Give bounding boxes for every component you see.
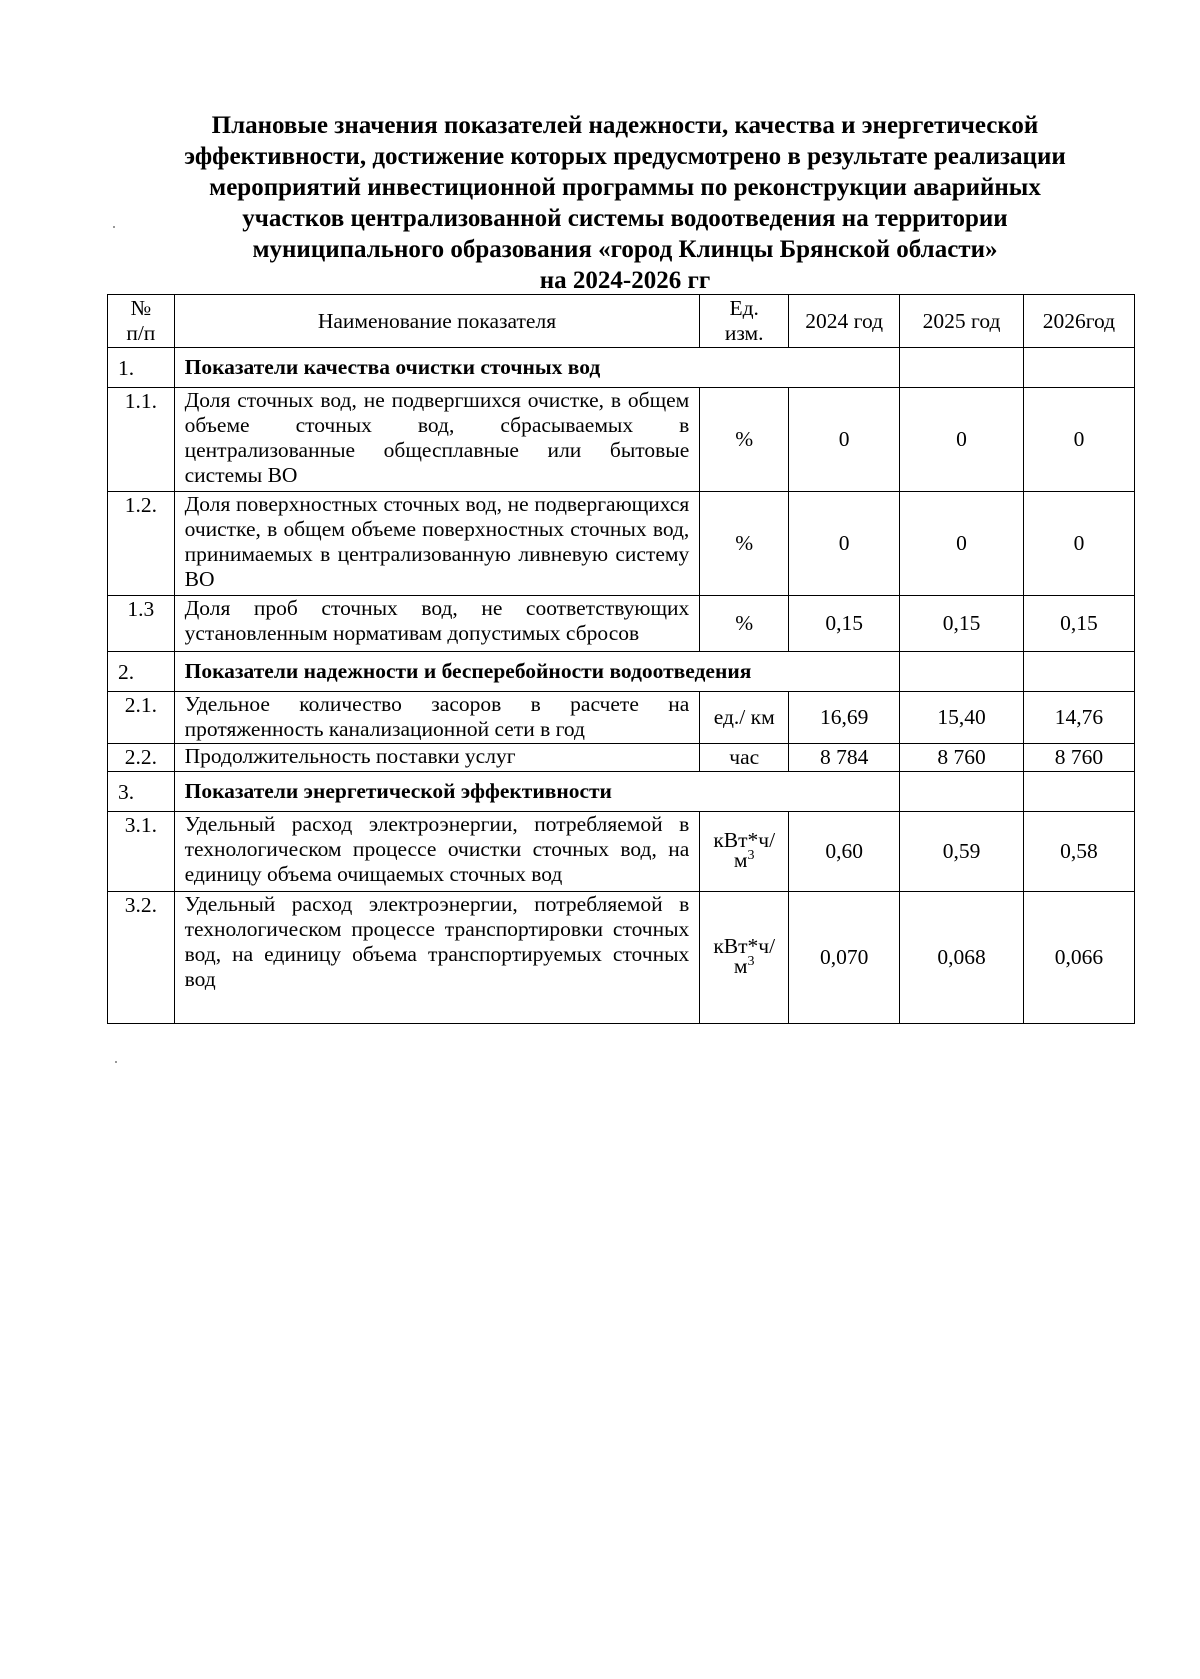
row-number: 1.3 [108, 596, 175, 652]
value-2026: 0 [1023, 388, 1134, 492]
section-title: Показатели качества очистки сточных вод [174, 348, 900, 388]
empty-cell [900, 772, 1024, 812]
table-row [108, 388, 1135, 492]
header-number-abbr: п/п [126, 321, 156, 345]
value-2026: 0,15 [1023, 596, 1134, 652]
indicator-name: Удельный расход электроэнергии, потребляемой в технологическом процессе транспортировки сточных вод, на единицу объема транспортируемых сточных вод [174, 892, 700, 1024]
unit-cell: % [700, 388, 789, 492]
header-unit-line2: изм. [724, 321, 764, 345]
title-line: Плановые значения показателей надежности, качества и энергетической [211, 112, 1039, 139]
value-2026: 8 760 [1023, 744, 1134, 772]
document-title [110, 110, 1140, 296]
section-row [108, 772, 1135, 812]
value-2024: 8 784 [789, 744, 900, 772]
value-2024: 0 [789, 388, 900, 492]
value-2026: 14,76 [1023, 692, 1134, 744]
empty-cell [1023, 772, 1134, 812]
indicators-table [107, 294, 1135, 1024]
value-2024: 0,60 [789, 812, 900, 892]
empty-cell [900, 652, 1024, 692]
unit-exponent: 3 [747, 847, 755, 863]
title-line: участков централизованной системы водоотведения на территории [242, 205, 1008, 232]
value-2025: 0,068 [900, 892, 1024, 1024]
value-2025: 0,15 [900, 596, 1024, 652]
indicator-name: Доля проб сточных вод, не соответствующих установленным нормативам допустимых сбросов [174, 596, 700, 652]
value-2024: 0,070 [789, 892, 900, 1024]
title-line: муниципального образования «город Клинцы Брянской области» [252, 236, 998, 263]
value-2025: 0,59 [900, 812, 1024, 892]
section-row [108, 348, 1135, 388]
section-title: Показатели энергетической эффективности [174, 772, 900, 812]
header-unit-line1: Ед. [729, 296, 759, 320]
unit-cell [700, 892, 789, 1024]
value-2026: 0,066 [1023, 892, 1134, 1024]
section-number: 3. [108, 772, 175, 812]
unit-cell: ед./ км [700, 692, 789, 744]
value-2025: 8 760 [900, 744, 1024, 772]
table-row [108, 744, 1135, 772]
table-row [108, 892, 1135, 1024]
scan-speck [115, 1061, 117, 1063]
unit-numerator: кВт*ч/ [713, 828, 776, 852]
unit-cell: % [700, 492, 789, 596]
indicator-name: Продолжительность поставки услуг [174, 744, 700, 772]
row-number: 3.1. [108, 812, 175, 892]
row-number: 3.2. [108, 892, 175, 1024]
unit-cell: час [700, 744, 789, 772]
indicator-name: Удельный расход электроэнергии, потребляемой в технологическом процессе очистки сточных вод, на единицу объема очищаемых сточных вод [174, 812, 700, 892]
section-row [108, 652, 1135, 692]
indicator-name: Удельное количество засоров в расчете на протяженность канализационной сети в год [174, 692, 700, 744]
indicator-name: Доля сточных вод, не подвергшихся очистке, в общем объеме сточных вод, сбрасываемых в централизованные общесплавные или бытовые системы ВО [174, 388, 700, 492]
value-2025: 0 [900, 388, 1024, 492]
section-number: 1. [108, 348, 175, 388]
header-year-2025: 2025 год [900, 295, 1024, 348]
value-2025: 0 [900, 492, 1024, 596]
unit-exponent: 3 [747, 953, 755, 969]
value-2024: 0,15 [789, 596, 900, 652]
header-year-2024: 2024 год [789, 295, 900, 348]
header-year-2026: 2026год [1023, 295, 1134, 348]
header-unit [700, 295, 789, 348]
empty-cell [900, 348, 1024, 388]
header-number-symbol: № [130, 296, 152, 320]
value-2025: 15,40 [900, 692, 1024, 744]
indicator-name: Доля поверхностных сточных вод, не подвергающихся очистке, в общем объеме поверхностных сточных вод, принимаемых в централизованную ливневую систему ВО [174, 492, 700, 596]
table-header-row [108, 295, 1135, 348]
header-number [108, 295, 175, 348]
value-2024: 0 [789, 492, 900, 596]
row-number: 2.1. [108, 692, 175, 744]
row-number: 2.2. [108, 744, 175, 772]
unit-numerator: кВт*ч/ [713, 934, 776, 958]
title-line: мероприятий инвестиционной программы по реконструкции аварийных [209, 174, 1041, 201]
section-number: 2. [108, 652, 175, 692]
header-indicator-name: Наименование показателя [174, 295, 700, 348]
table-row [108, 492, 1135, 596]
table-row [108, 812, 1135, 892]
title-line: на 2024-2026 гг [539, 267, 711, 294]
scan-speck [113, 226, 115, 228]
unit-denominator: м [733, 848, 748, 872]
value-2026: 0,58 [1023, 812, 1134, 892]
unit-cell [700, 812, 789, 892]
empty-cell [1023, 348, 1134, 388]
unit-fraction [713, 936, 775, 976]
empty-cell [1023, 652, 1134, 692]
value-2024: 16,69 [789, 692, 900, 744]
table-row [108, 596, 1135, 652]
title-line: эффективности, достижение которых предусмотрено в результате реализации [184, 143, 1066, 170]
value-2026: 0 [1023, 492, 1134, 596]
section-title: Показатели надежности и бесперебойности водоотведения [174, 652, 900, 692]
table-row [108, 692, 1135, 744]
row-number: 1.2. [108, 492, 175, 596]
unit-denominator: м [733, 954, 748, 978]
row-number: 1.1. [108, 388, 175, 492]
unit-fraction [713, 830, 775, 870]
unit-cell: % [700, 596, 789, 652]
